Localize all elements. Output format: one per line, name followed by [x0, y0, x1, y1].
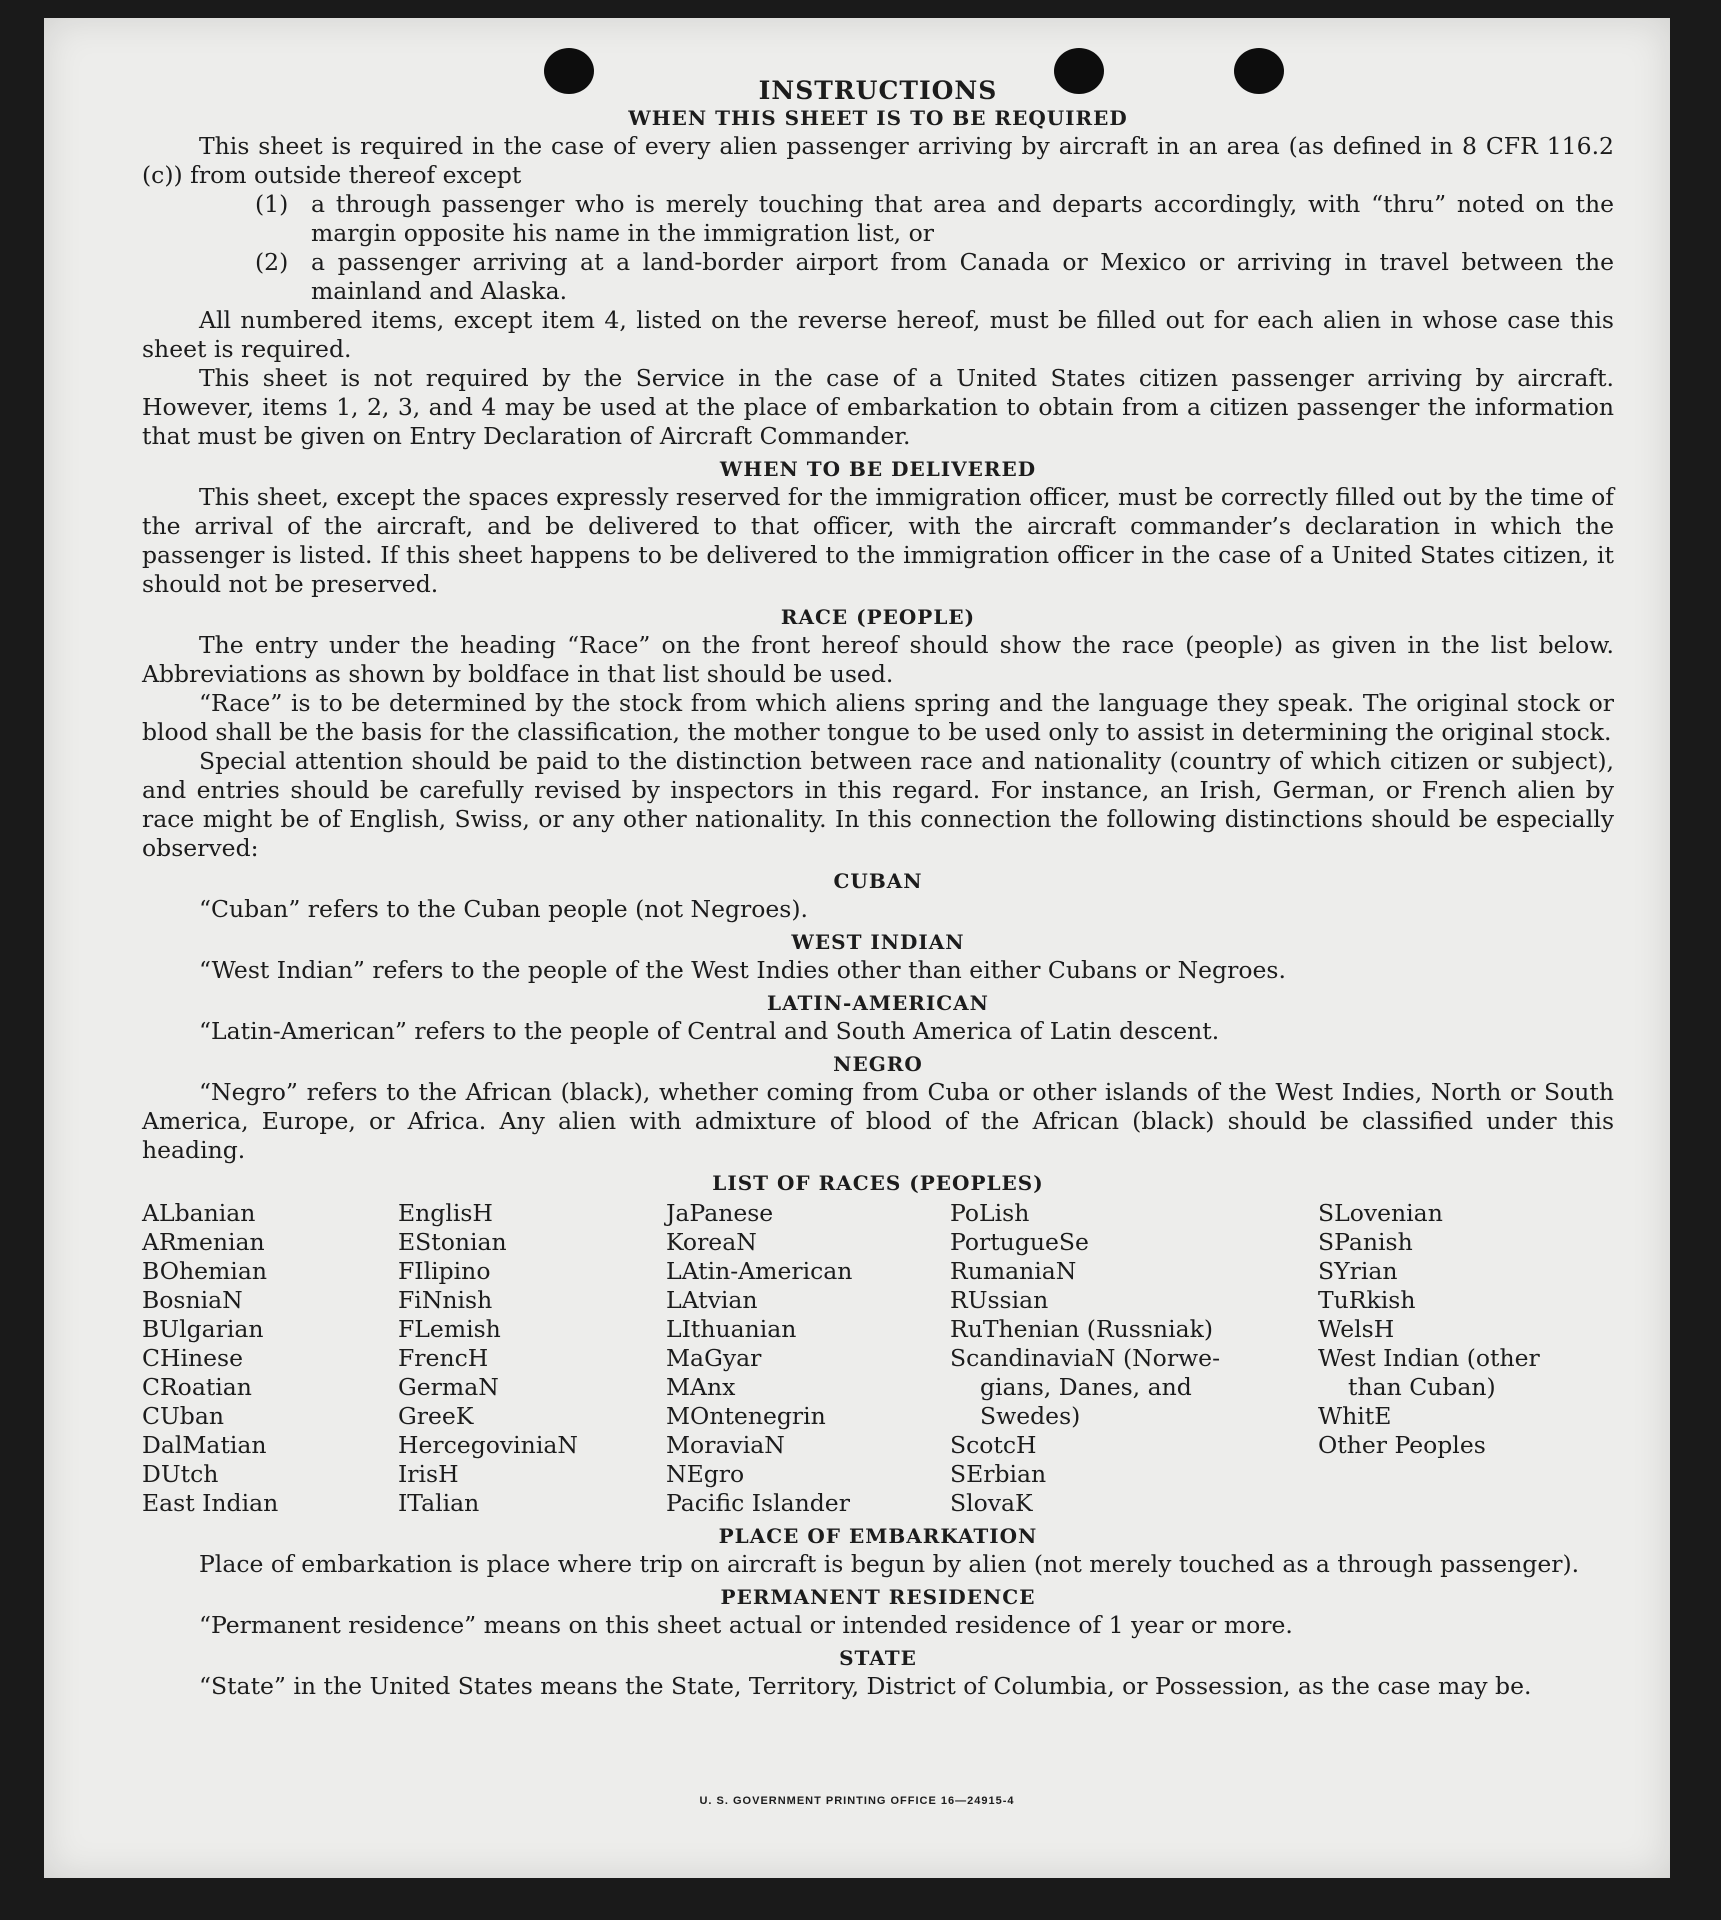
race-entry: RumaniaN — [950, 1257, 1077, 1285]
race-entry: Other Peoples — [1318, 1431, 1486, 1459]
paragraph: “Permanent residence” means on this sheet actual or intended residence of 1 year or more. — [199, 1611, 1293, 1639]
section-heading-race: RACE (PEOPLE) — [780, 605, 976, 629]
race-entry: RuThenian (Russniak) — [950, 1315, 1213, 1343]
race-entry: SYrian — [1318, 1257, 1398, 1285]
race-entry: FrencH — [398, 1344, 489, 1372]
race-entry: MoraviaN — [666, 1431, 785, 1459]
race-entry: SLovenian — [1318, 1199, 1443, 1227]
section-heading-place-of-embarkation: PLACE OF EMBARKATION — [718, 1524, 1038, 1548]
section-heading-when-required: WHEN THIS SHEET IS TO BE REQUIRED — [628, 106, 1128, 130]
item-number: (1) — [255, 190, 289, 218]
race-entry: EnglisH — [398, 1199, 493, 1227]
race-entry: FIlipino — [398, 1257, 491, 1285]
race-entry: Pacific Islander — [666, 1489, 850, 1517]
race-entry: ScandinaviaN (Norwe- — [950, 1344, 1221, 1372]
item-text: a passenger arriving at a land-border airport from Canada or Mexico or arriving in travel between the mainland and Alaska. — [311, 248, 1614, 305]
race-entry: GreeK — [398, 1402, 474, 1430]
races-column — [1318, 1199, 1614, 1518]
race-entry: BosniaN — [142, 1286, 243, 1314]
race-entry: LIthuanian — [666, 1315, 797, 1343]
page-title: INSTRUCTIONS — [758, 76, 998, 105]
printing-office-footer: U. S. GOVERNMENT PRINTING OFFICE 16—24915-4 — [699, 1795, 1015, 1807]
race-entry: WelsH — [1318, 1315, 1395, 1343]
subheading-west-indian: WEST INDIAN — [791, 930, 965, 954]
paragraph: “Negro” refers to the African (black), whether coming from Cuba or other islands of the West Indies, North or South America, Europe, or Africa. Any alien with admixture of blood of the African (black) should be classified under this heading. — [142, 1078, 1614, 1164]
paragraph: “West Indian” refers to the people of the West Indies other than either Cubans or Negroes. — [199, 956, 1286, 984]
subheading-negro: NEGRO — [833, 1052, 923, 1076]
race-entry: ScotcH — [950, 1431, 1037, 1459]
race-entry: SPanish — [1318, 1228, 1413, 1256]
race-entry: MOntenegrin — [666, 1402, 826, 1430]
race-entry: FLemish — [398, 1315, 501, 1343]
race-entry: HercegoviniaN — [398, 1431, 578, 1459]
race-entry: DalMatian — [142, 1431, 267, 1459]
instructions-body — [142, 74, 1614, 1701]
paragraph: This sheet is required in the case of every alien passenger arriving by aircraft in an area (as defined in 8 CFR 116.2 (c)) from outside thereof except — [142, 132, 1614, 189]
section-heading-list-of-races: LIST OF RACES (PEOPLES) — [712, 1171, 1044, 1195]
numbered-item — [255, 190, 1614, 248]
section-heading-when-delivered: WHEN TO BE DELIVERED — [719, 457, 1037, 481]
race-entry: JaPanese — [666, 1199, 774, 1227]
race-entry: ARmenian — [142, 1228, 265, 1256]
races-column — [950, 1199, 1318, 1518]
paragraph: Special attention should be paid to the distinction between race and nationality (country of which citizen or subject), and entries should be carefully revised by inspectors in this regard. For instance, an Irish, German, or French alien by race might be of English, Swiss, or any other nationality. In this connection the following distinctions should be especially observed: — [142, 747, 1614, 862]
paragraph: “Latin-American” refers to the people of Central and South America of Latin descent. — [199, 1017, 1220, 1045]
races-list — [142, 1199, 1614, 1518]
races-column — [398, 1199, 666, 1518]
section-heading-state: STATE — [839, 1646, 917, 1670]
paragraph: “Race” is to be determined by the stock from which aliens spring and the language they speak. The original stock or blood shall be the basis for the classification, the mother tongue to be used only to assist in determining the original stock. — [142, 689, 1614, 746]
race-entry: East Indian — [142, 1489, 279, 1517]
race-entry: PoLish — [950, 1199, 1030, 1227]
race-entry: LAtin-American — [666, 1257, 853, 1285]
paragraph: Place of embarkation is place where trip on aircraft is begun by alien (not merely touched as a through passenger). — [199, 1550, 1580, 1578]
race-entry: IrisH — [398, 1460, 459, 1488]
race-entry: SlovaK — [950, 1489, 1033, 1517]
subheading-cuban: CUBAN — [833, 869, 923, 893]
race-entry: GermaN — [398, 1373, 499, 1401]
race-entry: TuRkish — [1318, 1286, 1416, 1314]
race-entry: MaGyar — [666, 1344, 762, 1372]
race-entry: EStonian — [398, 1228, 507, 1256]
race-entry: BOhemian — [142, 1257, 267, 1285]
race-entry: CRoatian — [142, 1373, 252, 1401]
race-entry: RUssian — [950, 1286, 1049, 1314]
races-column — [142, 1199, 398, 1518]
paragraph: All numbered items, except item 4, listed on the reverse hereof, must be filled out for each alien in whose case this sheet is required. — [142, 306, 1614, 363]
races-column — [666, 1199, 950, 1518]
paragraph: “State” in the United States means the State, Territory, District of Columbia, or Possession, as the case may be. — [199, 1672, 1532, 1700]
item-text: a through passenger who is merely touching that area and departs accordingly, with “thru” noted on the margin opposite his name in the immigration list, or — [311, 190, 1614, 247]
section-heading-permanent-residence: PERMANENT RESIDENCE — [720, 1585, 1036, 1609]
paragraph: The entry under the heading “Race” on the front hereof should show the race (people) as given in the list below. Abbreviations as shown by boldface in that list should be used. — [142, 631, 1614, 688]
race-entry: NEgro — [666, 1460, 745, 1488]
race-entry: LAtvian — [666, 1286, 758, 1314]
race-entry: KoreaN — [666, 1228, 757, 1256]
race-entry: ALbanian — [142, 1199, 256, 1227]
race-entry: CHinese — [142, 1344, 243, 1372]
race-entry: DUtch — [142, 1460, 219, 1488]
race-entry: BUlgarian — [142, 1315, 264, 1343]
race-entry: than Cuban) — [1348, 1373, 1496, 1401]
race-entry: CUban — [142, 1402, 224, 1430]
race-entry: PortugueSe — [950, 1228, 1089, 1256]
numbered-item — [255, 248, 1614, 306]
paragraph: This sheet is not required by the Service in the case of a United States citizen passenger arriving by aircraft. However, items 1, 2, 3, and 4 may be used at the place of embarkation to obtain from a citizen passenger the information that must be given on Entry Declaration of Aircraft Commander. — [142, 364, 1614, 450]
race-entry: MAnx — [666, 1373, 736, 1401]
race-entry: gians, Danes, and — [980, 1373, 1192, 1401]
race-entry: West Indian (other — [1318, 1344, 1540, 1372]
race-entry: SErbian — [950, 1460, 1047, 1488]
race-entry: WhitE — [1318, 1402, 1392, 1430]
race-entry: FiNnish — [398, 1286, 493, 1314]
subheading-latin-american: LATIN-AMERICAN — [767, 991, 989, 1015]
item-number: (2) — [255, 248, 289, 276]
document-page — [44, 18, 1670, 1878]
paragraph: This sheet, except the spaces expressly reserved for the immigration officer, must be correctly filled out by the time of the arrival of the aircraft, and be delivered to that officer, with the aircraft commander’s declaration in which the passenger is listed. If this sheet happens to be delivered to the immigration officer in the case of a United States citizen, it should not be preserved. — [142, 483, 1614, 598]
race-entry: ITalian — [398, 1489, 480, 1517]
race-entry: Swedes) — [980, 1402, 1081, 1430]
paragraph: “Cuban” refers to the Cuban people (not Negroes). — [199, 895, 809, 923]
